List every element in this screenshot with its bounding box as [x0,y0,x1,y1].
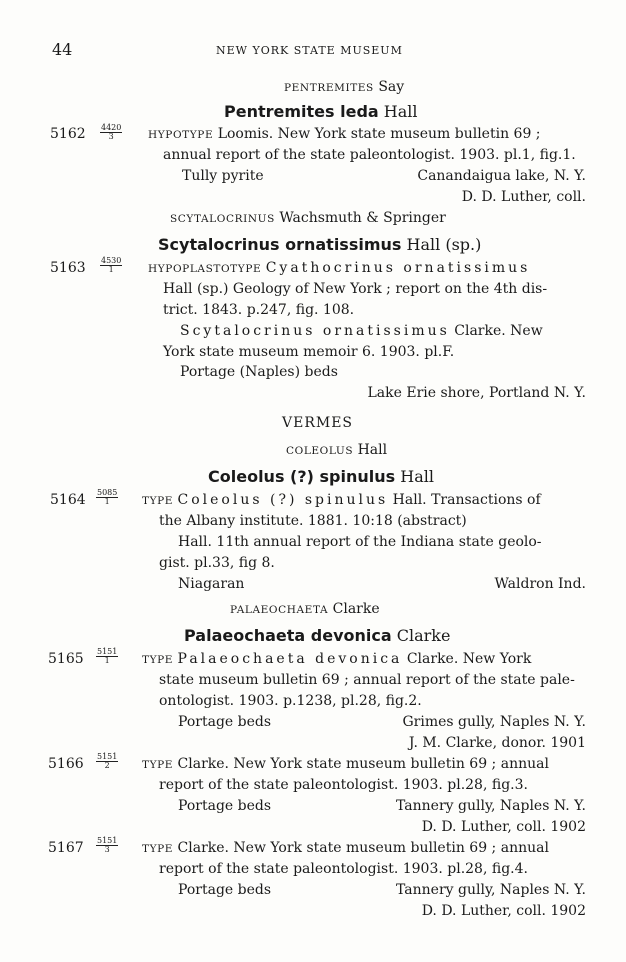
species-name: Palaeochaeta devonica [184,626,392,645]
type-label: TYPE [142,843,174,855]
formation: Portage (Naples) beds [180,364,338,380]
entry-text: HYPOTYPE Loomis. New York state museum bulletin 69 ; [148,126,541,142]
species-name: Scytalocrinus ornatissimus [158,235,402,254]
entry-line: state museum bulletin 69 ; annual report of the state pale- [159,672,575,688]
type-label: TYPE [142,495,174,507]
collector: J. M. Clarke, donor. 1901 [408,735,586,751]
locality: Canandaigua lake, N. Y. [417,168,586,184]
entry-line: the Albany institute. 1881. 10:18 (abstract) [159,513,467,529]
collector: D. D. Luther, coll. 1902 [421,903,586,919]
catalog-fraction: $\frac{4530}{1}$ [101,256,122,274]
entry-number: 5165 [48,651,84,667]
genus-author: Clarke [332,601,380,617]
entry-line: Scytalocrinus ornatissimus Clarke. New [180,323,543,339]
type-label: HYPOPLASTOTYPE [148,263,262,275]
collector: D. D. Luther, coll. [461,189,586,205]
genus-name: SCYTALOCRINUS [170,213,275,225]
entry-line: report of the state paleontologist. 1903. pl.28, fig.3. [159,777,528,793]
entry-number: 5164 [50,492,86,508]
formation: Niagaran [178,576,245,592]
catalog-fraction: $\frac{5151}{1}$ [97,647,118,665]
entry-line: York state museum memoir 6. 1903. pl.F. [163,344,455,360]
locality: Lake Erie shore, Portland N. Y. [367,385,586,401]
catalog-fraction: $\frac{5151}{2}$ [97,752,118,770]
species-name: Coleolus (?) spinulus [208,467,396,486]
catalog-fraction: $\frac{5085}{1}$ [97,488,118,506]
entry-line: Hall. 11th annual report of the Indiana state geolo- [178,534,542,550]
entry-number: 5162 [50,126,86,142]
entry-line: Hall (sp.) Geology of New York ; report on the 4th dis- [163,281,548,297]
entry-number: 5163 [50,260,86,276]
page-number: 44 [52,40,73,59]
genus-author: Hall [357,442,388,458]
entry-text: TYPE Clarke. New York state museum bulletin 69 ; annual [142,756,549,772]
formation: Portage beds [178,798,272,814]
entry-text: TYPE Coleolus (?) spinulus Hall. Transactions of [142,492,541,508]
genus-author: Say [378,79,405,95]
formation: Portage beds [178,882,272,898]
genus-heading [286,442,387,460]
catalog-fraction: $\frac{5151}{3}$ [97,836,118,854]
locality: Waldron Ind. [494,576,586,592]
entry-number: 5167 [48,840,84,856]
entry-line: annual report of the state paleontologist. 1903. pl.1, fig.1. [163,147,576,163]
formation: Tully pyrite [182,168,264,184]
type-label: TYPE [142,759,174,771]
species-heading [184,626,450,645]
type-label: TYPE [142,654,174,666]
type-label: HYPOTYPE [148,129,214,141]
section-heading: VERMES [282,415,354,431]
genus-heading [230,601,380,619]
entry-line: gist. pl.33, fig 8. [159,555,275,571]
running-title: NEW YORK STATE MUSEUM [216,44,403,57]
species-heading [158,235,481,254]
genus-name: PENTREMITES [284,82,374,94]
species-heading [224,102,418,121]
collector: D. D. Luther, coll. 1902 [421,819,586,835]
species-author: Hall (sp.) [406,235,482,254]
species-author: Hall [400,467,434,486]
species-author: Hall [383,102,418,121]
species-author: Clarke [396,626,451,645]
genus-name: PALAEOCHAETA [230,604,329,616]
species-name: Pentremites leda [224,102,379,121]
entry-line: trict. 1843. p.247, fig. 108. [163,302,355,318]
entry-text: TYPE Clarke. New York state museum bulletin 69 ; annual [142,840,549,856]
genus-heading [170,210,446,228]
entry-text: HYPOPLASTOTYPE Cyathocrinus ornatissimus [148,260,531,276]
entry-text: TYPE Palaeochaeta devonica Clarke. New York [142,651,532,667]
locality: Tannery gully, Naples N. Y. [396,882,586,898]
catalog-fraction: $\frac{4420}{3}$ [101,123,122,141]
genus-name: COLEOLUS [286,445,354,457]
formation: Portage beds [178,714,272,730]
entry-line: report of the state paleontologist. 1903. pl.28, fig.4. [159,861,528,877]
genus-author: Wachsmuth & Springer [279,210,446,226]
species-heading [208,467,434,486]
locality: Grimes gully, Naples N. Y. [402,714,586,730]
entry-line: ontologist. 1903. p.1238, pl.28, fig.2. [159,693,422,709]
genus-heading [284,79,404,97]
entry-number: 5166 [48,756,84,772]
locality: Tannery gully, Naples N. Y. [396,798,586,814]
